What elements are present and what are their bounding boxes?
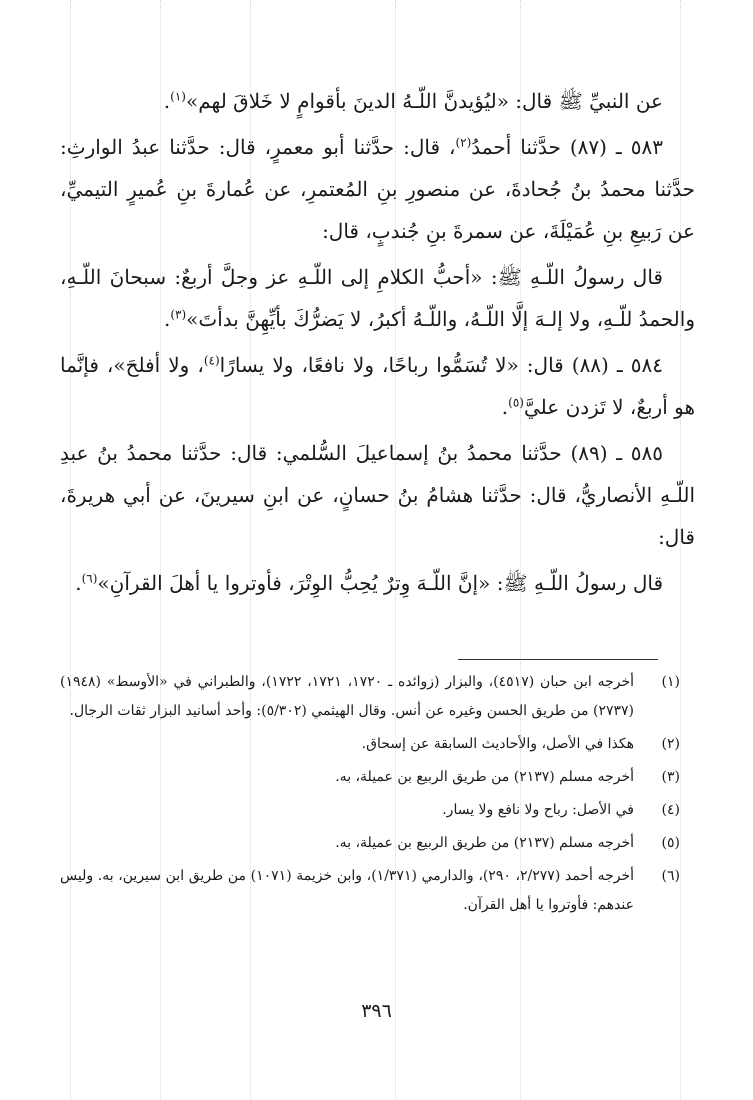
paragraph-hadith-intro bbox=[60, 80, 695, 122]
paragraph-hadith-583 bbox=[60, 126, 695, 252]
footnote-number: (٦) bbox=[661, 868, 680, 884]
paragraph-tail: . bbox=[75, 571, 82, 595]
paragraph-hadith-584 bbox=[60, 344, 695, 428]
footnotes bbox=[60, 668, 680, 924]
main-text bbox=[60, 80, 695, 608]
paragraph-text: قال رسولُ اللّـهِ ﷺ: «أحبُّ الكلامِ إلى اللّـهِ عز وجلَّ أربعٌ: سبحانَ اللّـهِ، والحمدُ للّـهِ، ولا إلـهَ إلَّا اللّـهُ، واللّـهُ أكبرُ، لا يَضرُّكَ بأيِّهِنَّ بدأتَ» bbox=[60, 265, 695, 331]
footnote-item bbox=[60, 862, 680, 920]
footnote-separator bbox=[458, 659, 658, 660]
footnote-text: أخرجه مسلم (٢١٣٧) من طريق الربيع بن عميلة، به. bbox=[335, 835, 634, 851]
footnote-item bbox=[60, 763, 680, 792]
footnote-ref: (٤) bbox=[203, 353, 220, 368]
paragraph-text: ٥٨٤ ـ (٨٨) قال: «لا تُسَمُّوا رباحًا، ولا نافعًا، ولا يسارًا bbox=[219, 353, 663, 377]
paragraph-tail: . bbox=[501, 395, 509, 419]
paragraph-tail: ، ولا أفلحَ»، فإنَّما هو أربعٌ، لا تَزدن عليَّ bbox=[60, 353, 695, 419]
paragraph-hadith-585 bbox=[60, 432, 695, 558]
paragraph-tail: ، قال: حدَّثنا أبو معمرٍ، قال: حدَّثنا عبدُ الوارثِ: حدَّثنا محمدُ بنُ جُحادةَ، عن منصورِ بنِ المُعتمرِ، عن عُمارةَ بنِ عُميرٍ التيميِّ، عن رَبيعِ بنِ عُمَيْلَةَ، عن سمرةَ بنِ جُندبٍ، قال: bbox=[60, 135, 695, 243]
footnote-number: (٥) bbox=[661, 835, 680, 851]
footnote-number: (٢) bbox=[661, 736, 680, 752]
page-number: ٣٩٦ bbox=[361, 1000, 392, 1022]
footnote-text: أخرجه أحمد (٢/٢٧٧، ٢٩٠)، والدارمي (١/٣٧١)، وابن خزيمة (١٠٧١) من طريق ابن سيرين، به. وليس عندهم: فأوتروا يا أهل القرآن. bbox=[60, 868, 635, 913]
paragraph-text: قال رسولُ اللّـهِ ﷺ: «إنَّ اللّـهَ وِترٌ يُحِبُّ الوِتْرَ، فأوتروا يا أهلَ القرآنِ» bbox=[97, 571, 663, 595]
footnote-item bbox=[60, 829, 680, 858]
footnote-item bbox=[60, 796, 680, 825]
footnote-number: (٣) bbox=[661, 769, 680, 785]
footnote-ref: (٢) bbox=[455, 135, 472, 150]
footnote-number: (١) bbox=[661, 674, 680, 690]
paragraph-text: ٥٨٣ ـ (٨٧) حدَّثنا أحمدُ bbox=[471, 135, 663, 159]
footnote-text: أخرجه ابن حبان (٤٥١٧)، والبزار (زوائده ـ ١٧٢٠، ١٧٢١، ١٧٢٢)، والطبراني في «الأوسط» (١٩٤٨) (٢٧٣٧) من طريق الحسن وغيره عن أنس. وقال الهيثمي (٥/٣٠٢): وأحد أسانيد البزار ثقات الرجال. bbox=[60, 674, 635, 719]
footnote-ref: (٦) bbox=[81, 571, 98, 586]
footnote-item bbox=[60, 730, 680, 759]
paragraph-text: ٥٨٥ ـ (٨٩) حدَّثنا محمدُ بنُ إسماعيلَ السُّلمي: قال: حدَّثنا محمدُ بنُ عبدِ اللّـهِ الأنصاريُّ، قال: حدَّثنا هشامُ بنُ حسانٍ، عن ابنِ سيرينَ، عن أبي هريرةَ، قال: bbox=[60, 441, 695, 549]
paragraph-hadith-585-text bbox=[60, 562, 695, 604]
footnote-ref: (٣) bbox=[170, 307, 187, 322]
paragraph-tail: . bbox=[163, 307, 171, 331]
footnote-text: أخرجه مسلم (٢١٣٧) من طريق الربيع بن عميلة، به. bbox=[335, 769, 634, 785]
footnote-text: هكذا في الأصل، والأحاديث السابقة عن إسحاق. bbox=[361, 736, 634, 752]
footnote-text: في الأصل: رباح ولا نافع ولا يسار. bbox=[442, 802, 634, 818]
footnote-item bbox=[60, 668, 680, 726]
paragraph-text: عن النبيِّ ﷺ قال: «ليُؤيدنَّ اللّـهُ الدينَ بأقوامٍ لا خَلاقَ لهم» bbox=[185, 89, 663, 113]
footnote-ref: (٥) bbox=[508, 395, 524, 410]
paragraph-hadith-583-text bbox=[60, 256, 695, 340]
footnote-ref: (١) bbox=[170, 89, 186, 104]
footnote-number: (٤) bbox=[661, 802, 680, 818]
paragraph-tail: . bbox=[163, 89, 171, 113]
